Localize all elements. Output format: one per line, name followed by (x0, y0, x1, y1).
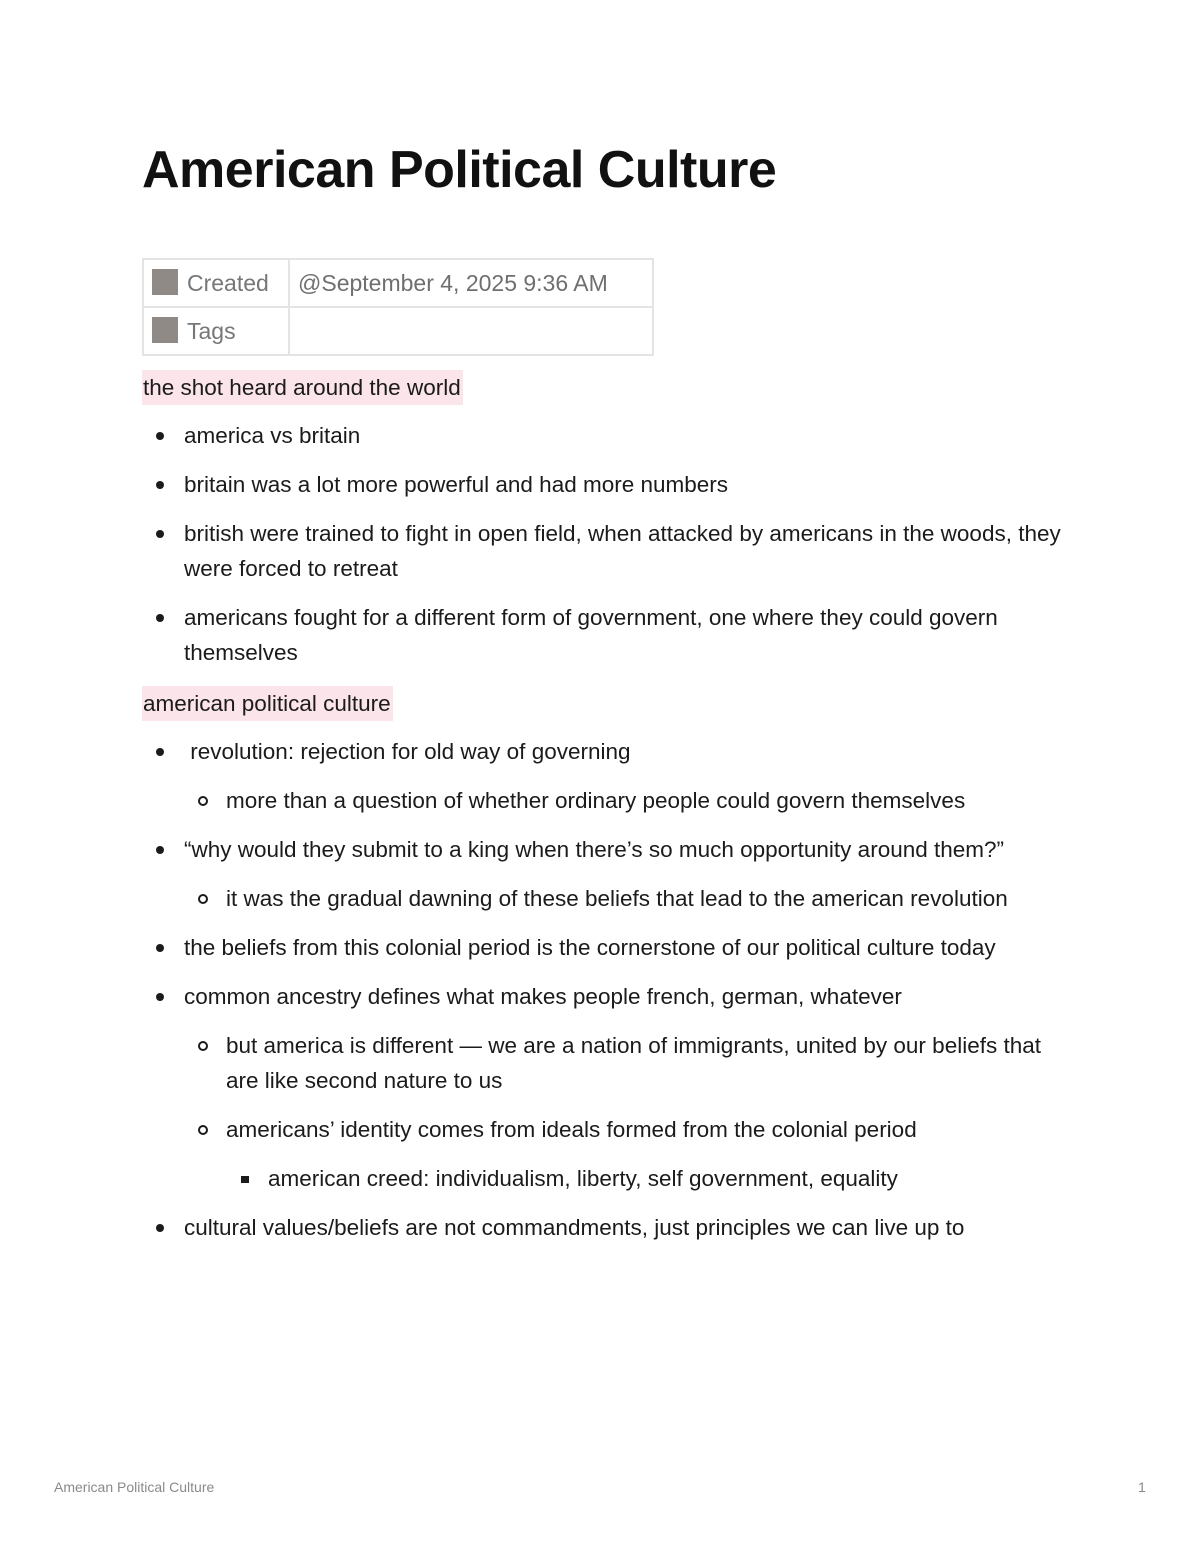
bullet-square-icon (241, 1176, 249, 1183)
list-item-text: revolution: rejection for old way of governing (184, 739, 631, 764)
page-number: 1 (1138, 1479, 1146, 1495)
property-value-tags[interactable] (289, 307, 653, 355)
bullet-circle-icon (198, 796, 208, 806)
list-item (142, 1161, 1072, 1196)
list-item-text: “why would they submit to a king when there’s so much opportunity around them?” (184, 837, 1005, 862)
list-item-text: common ancestry defines what makes people french, german, whatever (184, 984, 902, 1009)
section (142, 686, 1072, 1245)
bullet-dot-icon (156, 432, 164, 440)
bullet-list (142, 734, 1072, 1245)
property-row-tags (143, 307, 653, 355)
list-item (142, 418, 1072, 453)
property-square-icon (152, 269, 178, 295)
section (142, 370, 1072, 670)
list-item-text: more than a question of whether ordinary people could govern themselves (226, 788, 966, 813)
bullet-list (142, 418, 1072, 670)
properties-table (142, 258, 654, 356)
property-square-icon (152, 317, 178, 343)
list-item-text: americans’ identity comes from ideals formed from the colonial period (226, 1117, 917, 1142)
list-item (142, 1112, 1072, 1147)
property-key-tags: Tags (187, 318, 236, 344)
bullet-dot-icon (156, 481, 164, 489)
list-item-text: british were trained to fight in open field, when attacked by americans in the woods, they were forced to retreat (184, 521, 1068, 581)
list-item-text: it was the gradual dawning of these beliefs that lead to the american revolution (226, 886, 1008, 911)
section-heading (142, 686, 1072, 721)
list-item-text: american creed: individualism, liberty, self government, equality (268, 1166, 898, 1191)
bullet-circle-icon (198, 894, 208, 904)
list-item (142, 832, 1072, 867)
list-item-text: cultural values/beliefs are not commandments, just principles we can live up to (184, 1215, 965, 1240)
page-title: American Political Culture (142, 141, 777, 199)
bullet-dot-icon (156, 614, 164, 622)
list-item (142, 979, 1072, 1014)
list-item (142, 783, 1072, 818)
highlighted-heading-text: the shot heard around the world (142, 370, 463, 405)
list-item (142, 734, 1072, 769)
list-item-text: americans fought for a different form of government, one where they could govern themselves (184, 605, 1005, 665)
property-key-cell (143, 259, 289, 307)
bullet-dot-icon (156, 846, 164, 854)
property-value-created[interactable]: @September 4, 2025 9:36 AM (289, 259, 653, 307)
property-key-cell (143, 307, 289, 355)
bullet-dot-icon (156, 1224, 164, 1232)
bullet-dot-icon (156, 530, 164, 538)
bullet-dot-icon (156, 993, 164, 1001)
highlighted-heading-text: american political culture (142, 686, 393, 721)
list-item-text: britain was a lot more powerful and had more numbers (184, 472, 729, 497)
bullet-dot-icon (156, 748, 164, 756)
list-item (142, 1210, 1072, 1245)
bullet-circle-icon (198, 1041, 208, 1051)
property-row-created (143, 259, 653, 307)
document-body (142, 370, 1072, 1259)
list-item (142, 1028, 1072, 1098)
list-item (142, 600, 1072, 670)
list-item-text: but america is different — we are a nation of immigrants, united by our beliefs that are like second nature to us (226, 1033, 1048, 1093)
list-item-text: america vs britain (184, 423, 361, 448)
list-item (142, 881, 1072, 916)
bullet-circle-icon (198, 1125, 208, 1135)
list-item (142, 467, 1072, 502)
property-key-created: Created (187, 270, 269, 296)
bullet-dot-icon (156, 944, 164, 952)
list-item-text: the beliefs from this colonial period is the cornerstone of our political culture today (184, 935, 996, 960)
list-item (142, 930, 1072, 965)
list-item (142, 516, 1072, 586)
footer-title: American Political Culture (54, 1479, 215, 1495)
section-heading (142, 370, 1072, 405)
